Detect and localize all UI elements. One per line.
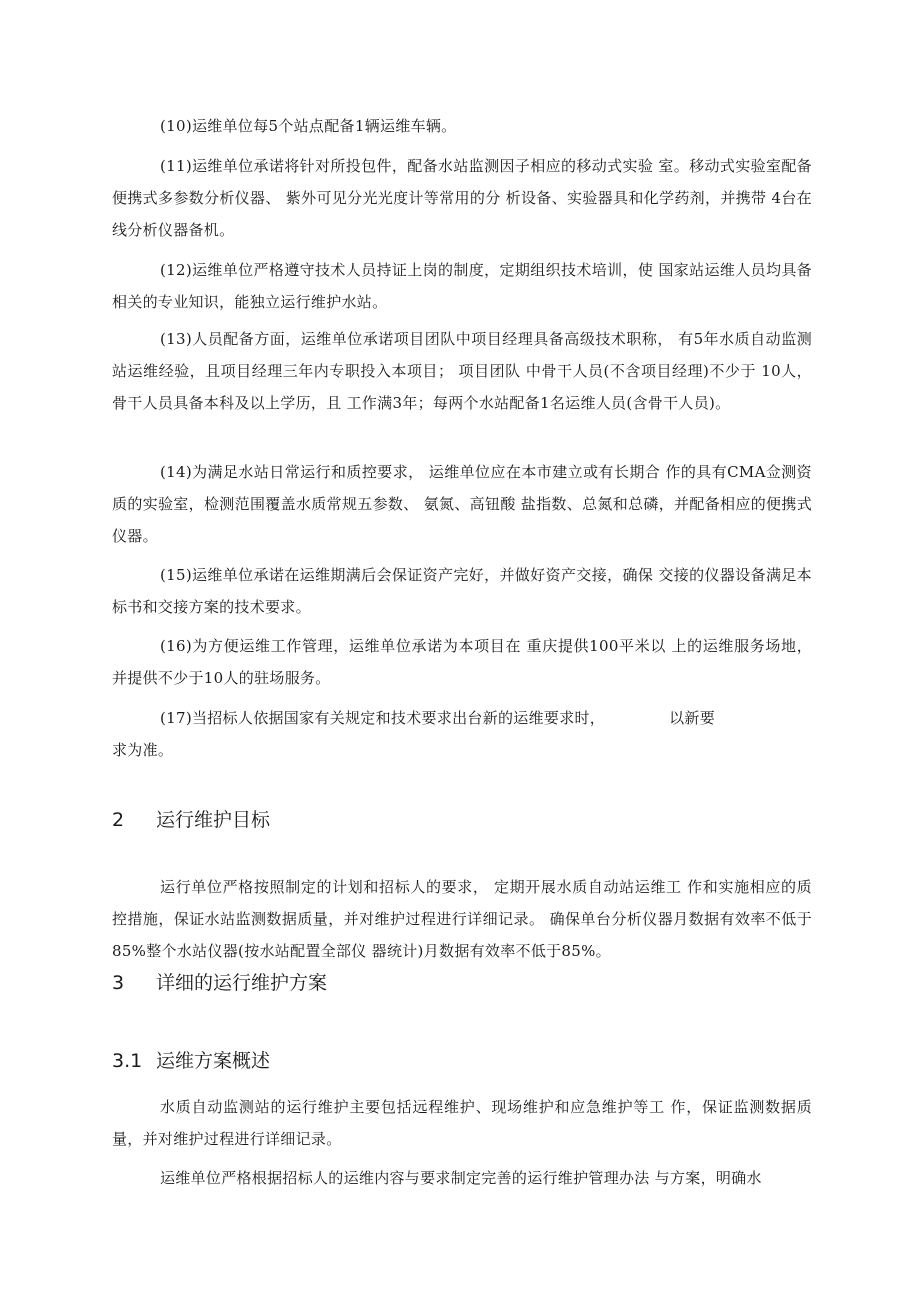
item-12: (12)运维单位严格遵守技术人员持证上岗的制度，定期组织技术培训，使 国家站运维人员均具备相关的专业知识，能独立运行维护水站。 (112, 261, 812, 311)
item-17 (112, 702, 812, 766)
section-3-1-paragraph: 水质自动监测站的运行维护主要包括远程维护、现场维护和应急维护等工 作，保证监测数据质量，并对维护过程进行详细记录。 (112, 1098, 812, 1148)
section-number: 3 (112, 972, 125, 994)
section-title: 运行维护目标 (156, 809, 271, 831)
section-number: 3.1 (112, 1050, 143, 1072)
item-17-text-continued: 以新要 (669, 709, 715, 727)
item-17-text-end: 求为准。 (112, 741, 174, 759)
item-10: (10)运维单位每5个站点配备1辆运维车辆。 (160, 117, 457, 135)
section-3-1-paragraph: 运维单位严格根据招标人的运维内容与要求制定完善的运行维护管理办法 与方案，明确水 (160, 1169, 762, 1187)
section-title: 详细的运行维护方案 (156, 972, 328, 994)
section-2-body: 运行单位严格按照制定的计划和招标人的要求， 定期开展水质自动站运维工 作和实施相应的质控措施，保证水站监测数据质量，并对维护过程进行详细记录。 确保单台分析仪器月数据有效率不低于 85%整个水站仪器(按水站配置全部仪 器统计)月数据有效率不低于85%。 (112, 878, 812, 960)
item-15: (15)运维单位承诺在运维期满后会保证资产完好，并做好资产交接，确保 交接的仪器设备满足本标书和交接方案的技术要求。 (112, 566, 812, 616)
section-2-heading (112, 805, 270, 832)
item-16: (16)为方便运维工作管理，运维单位承诺为本项目在 重庆提供100平米以 上的运维服务场地，并提供不少于10人的驻场服务。 (112, 637, 812, 687)
item-14: (14)为满足水站日常运行和质控要求， 运维单位应在本市建立或有长期合 作的具有CMA佥测资质的实验室，检测范围覆盖水质常规五参数、 氨氮、高钮酸 盐指数、总氮和总磷，并配备相应的便携式仪器。 (112, 463, 812, 545)
item-17-text: (17)当招标人依据国家有关规定和技术要求出台新的运维要求时， (160, 709, 606, 727)
item-13: (13)人员配备方面，运维单位承诺项目团队中项目经理具备高级技术职称， 有5年水质自动监测站运维经验，且项目经理三年内专职投入本项目； 项目团队 中骨干人员(不含项目经理)不少于 10人，骨干人员具备本科及以上学历，且 工作满3年；每两个水站配备1名运维人员(含骨干人员)。 (112, 330, 812, 412)
section-title: 运维方案概述 (156, 1050, 271, 1072)
section-number: 2 (112, 809, 125, 831)
section-3-heading (112, 968, 327, 995)
section-3-1-heading (112, 1046, 270, 1073)
item-11: (11)运维单位承诺将针对所投包件，配备水站监测因子相应的移动式实验 室。移动式实验室配备便携式多参数分析仪器、 紫外可见分光光度计等常用的分 析设备、实验器具和化学药剂，并携带 4台在线分析仪器备机。 (112, 157, 812, 239)
